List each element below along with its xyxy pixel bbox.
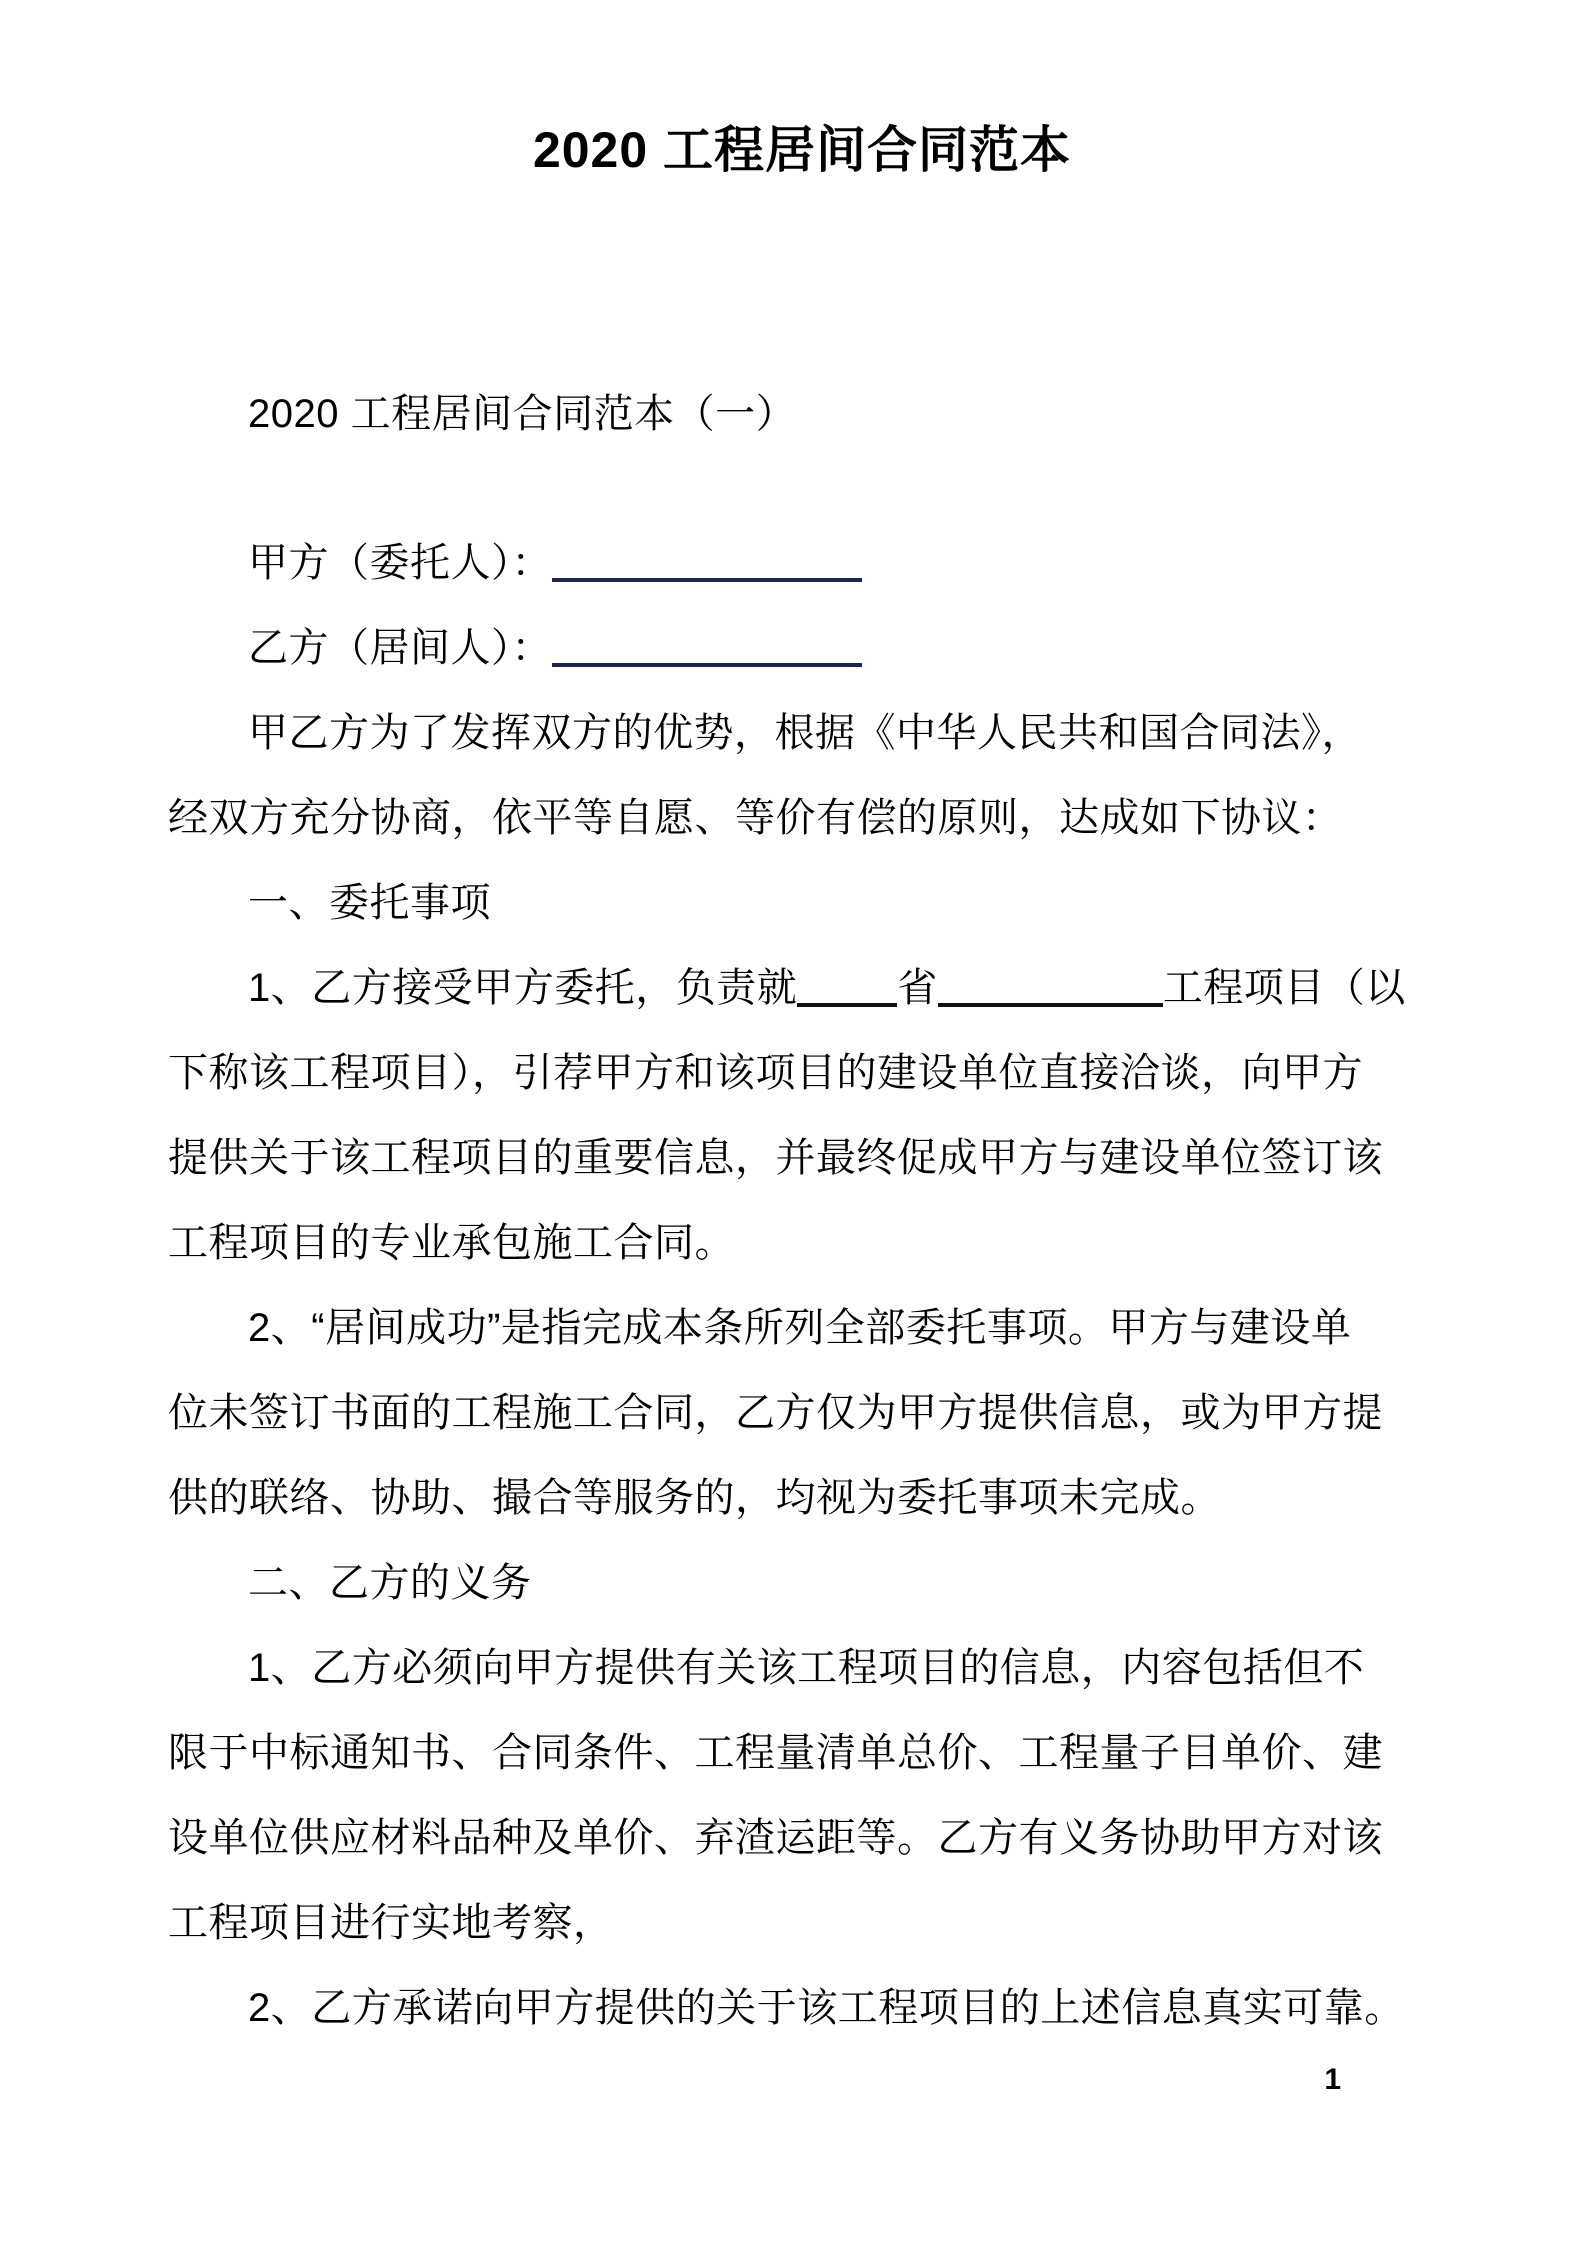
line-text: 限于中标通知书、合同条件、工程量清单总价、工程量子目单价、建 (168, 1731, 1383, 1775)
document-line (168, 776, 1436, 861)
document-line (168, 1966, 1436, 2051)
document-title: 2020 工程居间合同范本 (532, 122, 1072, 178)
document-line (168, 1541, 1436, 1626)
line-text: 甲乙方为了发挥双方的优势，根据《中华人民共和国合同法》， (248, 711, 1362, 755)
document-line (168, 1116, 1436, 1201)
document-line (168, 691, 1436, 776)
document-line (168, 946, 1436, 1031)
document-line (168, 1796, 1436, 1881)
line-text: 甲方（委托人）： (248, 541, 552, 585)
document-line (168, 1201, 1436, 1286)
blank-underline (552, 566, 862, 582)
line-text: 工程项目进行实地考察， (168, 1901, 614, 1945)
line-text: 省 (897, 966, 938, 1010)
line-text: 工程项目（以 (1162, 966, 1406, 1010)
line-text: 2、乙方承诺向甲方提供的关于该工程项目的上述信息真实可靠。 (248, 1986, 1405, 2030)
line-text: 经双方充分协商，依平等自愿、等价有偿的原则，达成如下协议： (168, 796, 1343, 840)
line-text: 2、“居间成功”是指完成本条所列全部委托事项。甲方与建设单 (248, 1306, 1352, 1350)
line-text: 乙方（居间人）： (248, 626, 552, 670)
document-line (168, 861, 1436, 946)
line-text: 工程项目的专业承包施工合同。 (168, 1221, 735, 1265)
blank-underline (797, 991, 897, 1007)
page-number: 1 (1324, 2063, 1341, 2096)
blank-underline (938, 991, 1163, 1007)
document-line (168, 521, 1436, 606)
line-text: 1、乙方接受甲方委托，负责就 (248, 966, 798, 1010)
document-line (168, 1711, 1436, 1796)
document-line (168, 1031, 1436, 1116)
line-text: 提供关于该工程项目的重要信息，并最终促成甲方与建设单位签订该 (168, 1136, 1383, 1180)
document-line (168, 1456, 1436, 1541)
line-text: 设单位供应材料品种及单价、弃渣运距等。乙方有义务协助甲方对该 (168, 1816, 1383, 1860)
document-body (168, 372, 1436, 2051)
line-text: 供的联络、协助、撮合等服务的，均视为委托事项未完成。 (168, 1476, 1221, 1520)
line-text: 1、乙方必须向甲方提供有关该工程项目的信息，内容包括但不 (248, 1646, 1365, 1690)
blank-underline (552, 651, 862, 667)
line-text: 位未签订书面的工程施工合同，乙方仅为甲方提供信息，或为甲方提 (168, 1391, 1383, 1435)
document-line (168, 1286, 1436, 1371)
document-line (168, 606, 1436, 691)
line-text: 下称该工程项目），引荐甲方和该项目的建设单位直接洽谈，向甲方 (168, 1051, 1363, 1095)
document-line (168, 1626, 1436, 1711)
document-line (168, 1371, 1436, 1456)
line-text: 一、委托事项 (248, 881, 491, 925)
line-text: 二、乙方的义务 (248, 1561, 532, 1605)
line-text: 2020 工程居间合同范本（一） (248, 392, 797, 436)
document-line (168, 372, 1436, 457)
document-line (168, 1881, 1436, 1966)
